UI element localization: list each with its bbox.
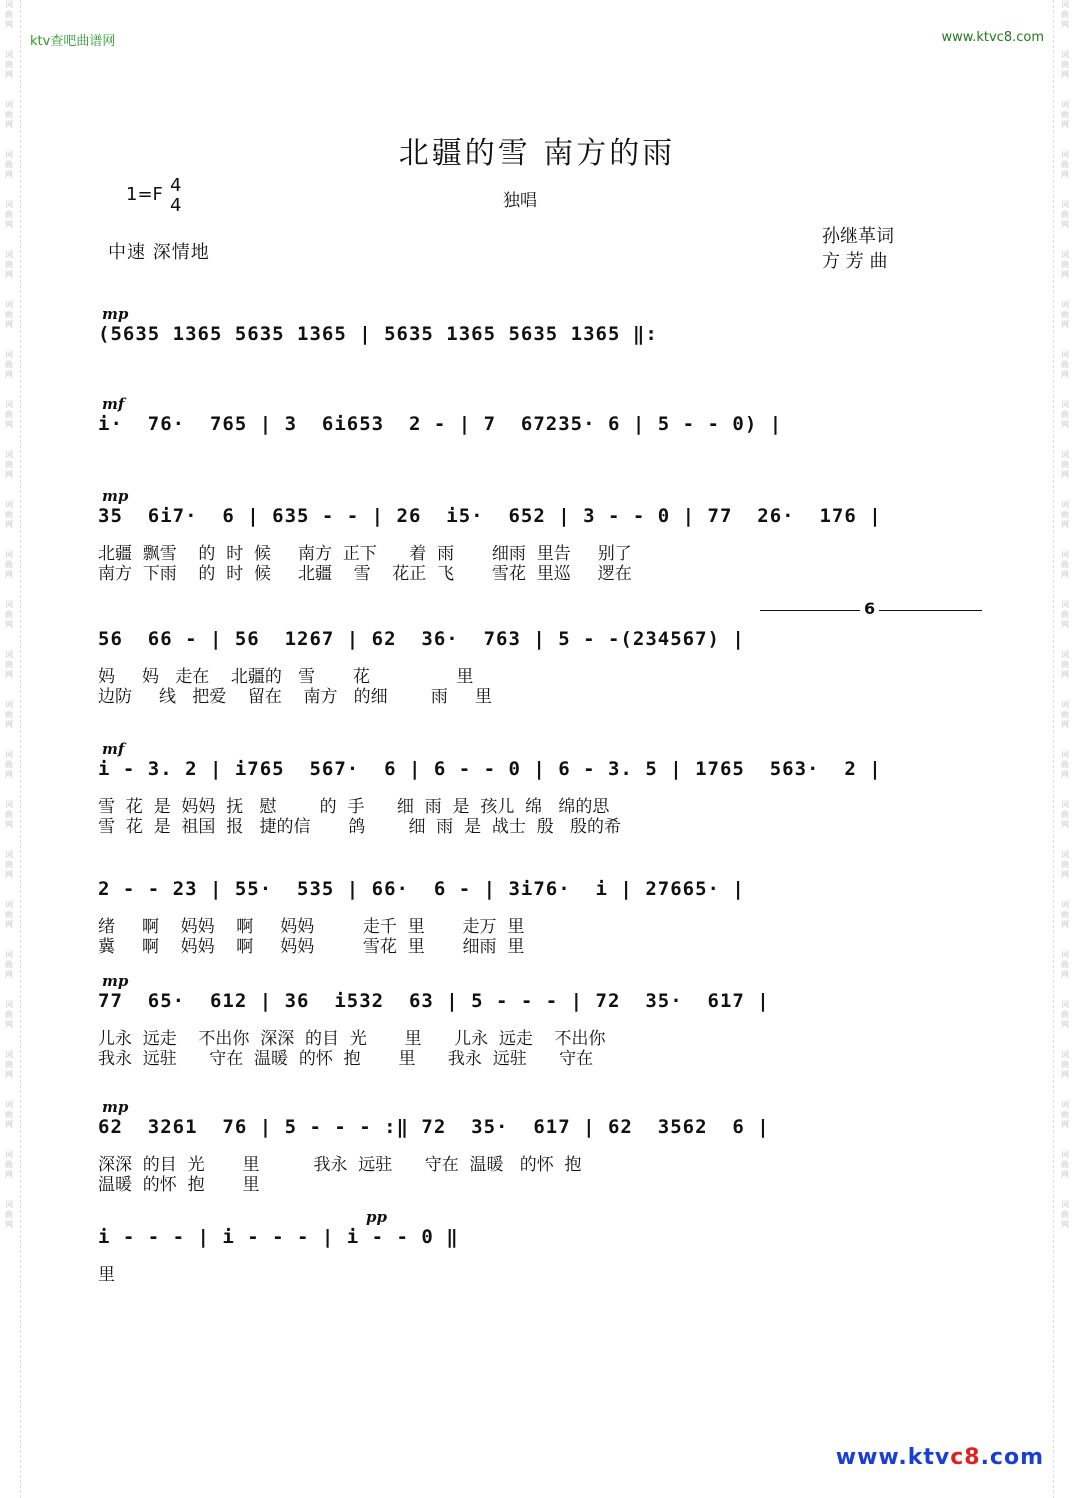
note-line: 2 - - 23 | 55· 535 | 66· 6 - | 3i76· i | 27665· |	[98, 878, 745, 900]
time-signature-top: 4	[170, 175, 182, 196]
left-margin-line	[20, 0, 21, 1498]
dynamic-marking: mp	[102, 305, 129, 323]
lyric-line: 冀 啊 妈妈 啊 妈妈 雪花 里 细雨 里	[98, 937, 525, 957]
footer-logo-b: c8	[950, 1445, 981, 1470]
right-watermark-column: 词 曲 网 词 曲 网 词 曲 网 词 曲 网 词 曲 网 词 曲 网 词 曲 网 词 曲 网 词 曲 网 词 曲 网 词 曲 网 词 曲 网 词 曲 网 词 曲 网 词 曲 网 词 曲 网 词 曲 网 词 曲 网 词 曲 网 词 曲 网 词 曲 网 词 曲 网 词 曲 网 词 曲 网 词 曲 网	[1061, 0, 1069, 1229]
site-url-right: www.ktvc8.com	[941, 30, 1044, 45]
song-title: 北疆的雪 南方的雨	[398, 136, 676, 171]
key-signature: 1=F	[126, 184, 163, 205]
lyric-line: 边防 线 把爱 留在 南方 的细 雨 里	[98, 687, 492, 707]
footer-logo-a: www.ktv	[835, 1445, 951, 1470]
notation-system	[98, 860, 958, 970]
credits	[822, 224, 894, 274]
note-line: 56 66 - | 56 1267 | 62 36· 763 | 5 - -(234567) |	[98, 628, 745, 650]
lyric-line: 南方 下雨 的 时 候 北疆 雪 花正 飞 雪花 里巡 逻在	[98, 564, 632, 584]
dynamic-marking: mf	[102, 395, 125, 413]
site-name-left: ktv查吧曲谱网	[30, 34, 116, 49]
dynamic-marking: mp	[102, 487, 129, 505]
note-line: i· 76· 765 | 3 6i653 2 - | 7 67235· 6 | 5 - - 0) |	[98, 413, 783, 435]
dynamic-marking: pp	[366, 1208, 387, 1226]
note-line: (5635 1365 5635 1365 | 5635 1365 5635 1365 ‖:	[98, 323, 658, 345]
note-line: 77 65· 612 | 36 i532 63 | 5 - - - | 72 35· 617 |	[98, 990, 770, 1012]
lyric-line: 儿永 远走 不出你 深深 的目 光 里 儿永 远走 不出你	[98, 1029, 606, 1049]
lyric-line: 绪 啊 妈妈 啊 妈妈 走千 里 走万 里	[98, 917, 525, 937]
notation-system	[98, 972, 958, 1082]
lyric-line: 雪 花 是 妈妈 抚 慰 的 手 细 雨 是 孩儿 绵 绵的思	[98, 797, 610, 817]
tuplet-number: 6	[860, 599, 879, 618]
note-line: 62 3261 76 | 5 - - - :‖ 72 35· 617 | 62 3562 6 |	[98, 1116, 770, 1138]
lyric-line: 妈 妈 走在 北疆的 雪 花 里	[98, 667, 474, 687]
time-signature-bottom: 4	[170, 195, 182, 216]
left-watermark-column: 词 曲 网 词 曲 网 词 曲 网 词 曲 网 词 曲 网 词 曲 网 词 曲 网 词 曲 网 词 曲 网 词 曲 网 词 曲 网 词 曲 网 词 曲 网 词 曲 网 词 曲 网 词 曲 网 词 曲 网 词 曲 网 词 曲 网 词 曲 网 词 曲 网 词 曲 网 词 曲 网 词 曲 网 词 曲 网	[5, 0, 13, 1229]
notation-system	[98, 1098, 958, 1208]
lyricist: 孙继革词	[822, 226, 894, 247]
footer-logo-c: .com	[980, 1445, 1044, 1470]
note-line: i - 3. 2 | i765 567· 6 | 6 - - 0 | 6 - 3. 5 | 1765 563· 2 |	[98, 758, 882, 780]
dynamic-marking: mf	[102, 740, 125, 758]
lyric-line: 里	[98, 1265, 115, 1285]
tempo-marking: 中速 深情地	[108, 242, 210, 263]
right-margin-line	[1053, 0, 1054, 1498]
note-line: 35 6i7· 6 | 635 - - | 26 i5· 652 | 3 - - 0 | 77 26· 176 |	[98, 505, 882, 527]
dynamic-marking: mp	[102, 972, 129, 990]
dynamic-marking: mp	[102, 1098, 129, 1116]
notation-system	[98, 487, 958, 597]
tuplet-bracket	[760, 599, 982, 625]
performance-type: 独唱	[503, 191, 537, 211]
notation-system	[98, 1208, 958, 1318]
lyric-line: 北疆 飘雪 的 时 候 南方 正下 着 雨 细雨 里告 别了	[98, 544, 632, 564]
lyric-line: 深深 的目 光 里 我永 远驻 守在 温暖 的怀 抱	[98, 1155, 582, 1175]
footer-logo	[836, 1445, 1044, 1470]
notation-system	[98, 740, 958, 850]
notation-system	[98, 599, 958, 720]
lyric-line: 温暖 的怀 抱 里	[98, 1175, 260, 1195]
lyric-line: 我永 远驻 守在 温暖 的怀 抱 里 我永 远驻 守在	[98, 1049, 594, 1069]
note-line: i - - - | i - - - | i - - 0 ‖	[98, 1226, 459, 1248]
time-signature	[170, 176, 181, 216]
lyric-line: 雪 花 是 祖国 报 捷的信 鸽 细 雨 是 战士 殷 殷的希	[98, 817, 621, 837]
composer: 方 芳 曲	[822, 251, 888, 272]
